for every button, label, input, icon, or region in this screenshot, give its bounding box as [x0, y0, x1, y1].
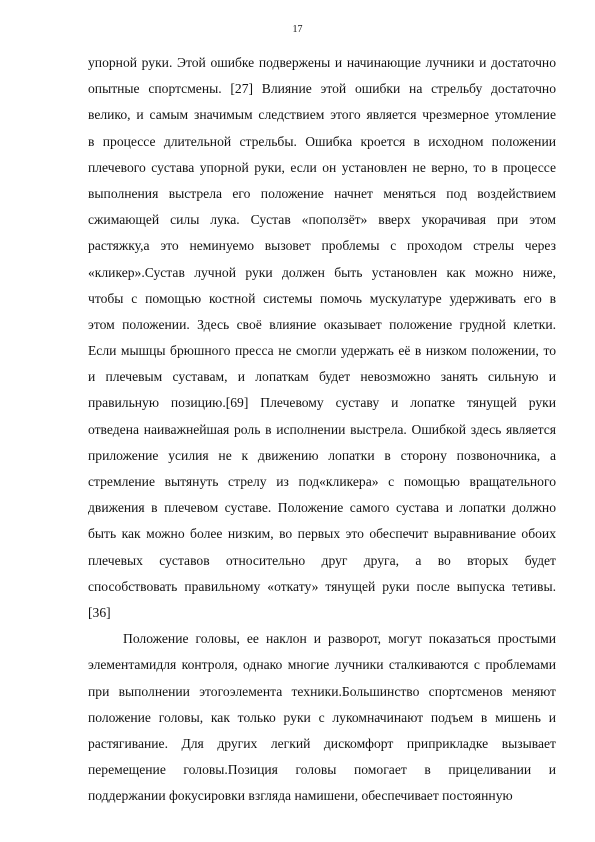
text-line: отведена наиважнейшая роль в исполнении выстрела. Ошибкой здесь является [88, 421, 556, 437]
text-line: опытные спортсмены. [27] Влияние этой ошибки на стрельбу достаточно [88, 81, 556, 97]
text-line: в процессе длительной стрельбы. Ошибка кроется в исходном положении [88, 133, 556, 149]
page-number: 17 [292, 24, 303, 35]
text-line: чтобы с помощью костной системы помочь мускулатуре удерживать его в [88, 290, 556, 306]
text-line: «кликер».Сустав лучной руки должен быть установлен как можно ниже, [88, 264, 556, 280]
body-text [88, 50, 556, 809]
text-line: Если мышцы брюшного пресса не смогли удержать её в низком положении, то [88, 343, 556, 359]
text-line: способствовать правильному «откату» тянущей руки после выпуска тетивы. [88, 578, 556, 594]
text-line: при выполнении этогоэлемента техники.Большинство спортсменов меняют [88, 683, 556, 699]
text-line: положение головы, как только руки с лукомначинают подъем в мишень и [88, 709, 556, 725]
text-line: плечевых суставов относительно друг друга, а во вторых будет [88, 552, 556, 568]
text-line: перемещение головы.Позиция головы помогает в прицеливании и [88, 762, 556, 778]
text-line: выполнения выстрела его положение начнет меняться под воздействием [88, 185, 556, 201]
text-line: Положение головы, ее наклон и разворот, могут показаться простыми [123, 631, 556, 647]
text-line: растягивание. Для других легкий дискомфорт приприкладке вызывает [88, 735, 556, 751]
text-line: движения в плечевом суставе. Положение самого сустава и лопатки должно [88, 500, 556, 516]
text-line: приложение усилия не к движению лопатки в сторону позвоночника, а [88, 447, 556, 463]
text-line: упорной руки. Этой ошибке подвержены и начинающие лучники и достаточно [88, 55, 556, 70]
text-line: поддержании фокусировки взгляда намишени, обеспечивает постоянную [88, 788, 513, 804]
text-line: и плечевым суставам, и лопаткам будет невозможно занять сильную и [88, 369, 556, 385]
text-line: элементамидля контроля, однако многие лучники сталкиваются с проблемами [88, 657, 556, 673]
paragraph [88, 50, 556, 626]
text-line: [36] [88, 604, 111, 620]
text-line: велико, и самым значимым следствием этого является чрезмерное утомление [88, 107, 556, 123]
text-line: этом положении. Здесь своё влияние оказывает положение грудной клетки. [88, 316, 556, 332]
text-line: растяжку,а это неминуемо вызовет проблемы с проходом стрелы через [88, 238, 556, 254]
paragraph [88, 626, 556, 809]
text-line: быть как можно более низким, во первых это обеспечит выравнивание обоих [88, 526, 556, 542]
text-line: плечевого сустава упорной руки, если он установлен не верно, то в процессе [88, 159, 556, 175]
text-line: правильную позицию.[69] Плечевому суставу и лопатке тянущей руки [88, 395, 556, 411]
text-line: сжимающей силы лука. Сустав «поползёт» вверх укорачивая при этом [88, 212, 556, 228]
text-line: стремление вытянуть стрелу из под«кликера» с помощью вращательного [88, 474, 556, 489]
